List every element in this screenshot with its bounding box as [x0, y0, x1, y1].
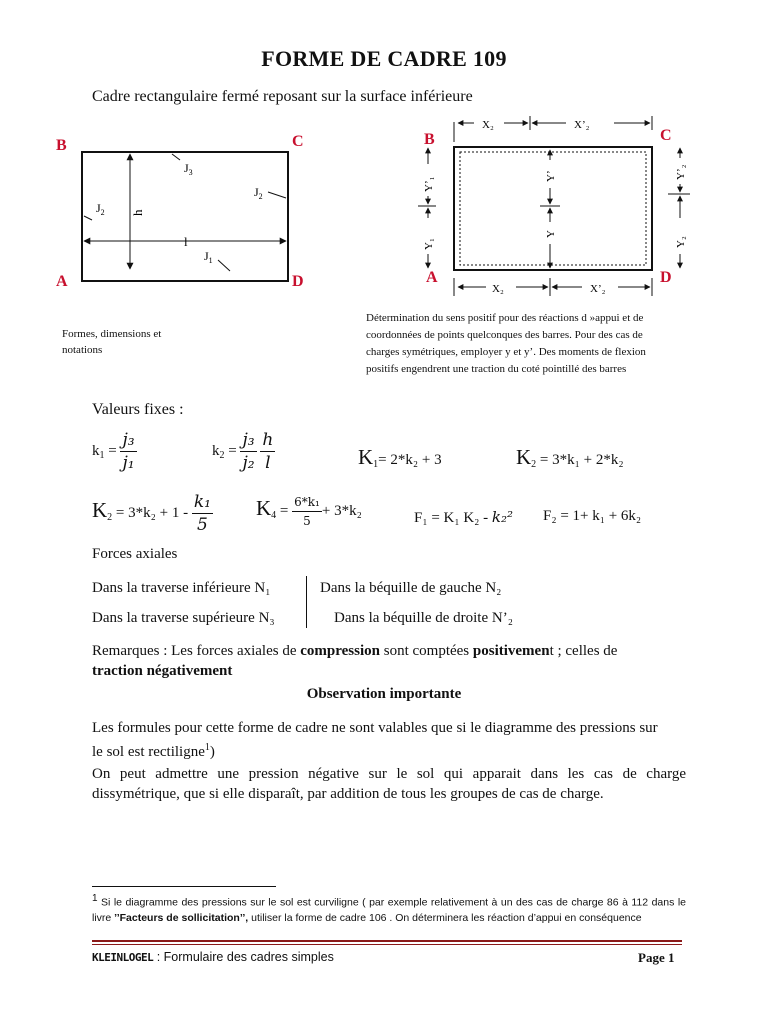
left-figure-caption: Formes, dimensions et notations: [62, 328, 162, 356]
label-y2: Y₂: [675, 236, 687, 248]
axial-upper-cross-member: Dans la traverse supérieure N₃: [92, 610, 275, 626]
corner-label-b-right: B: [424, 131, 435, 148]
corner-label-a-right: A: [426, 269, 438, 286]
label-h: h: [130, 209, 145, 216]
corner-label-c: C: [292, 133, 304, 150]
corner-label-c-right: C: [660, 127, 672, 144]
label-x2p-top: X’₂: [574, 119, 590, 131]
axial-left-leg: Dans la béquille de gauche N₂: [320, 580, 502, 596]
footer-rule-thin: [92, 944, 682, 945]
right-figure-caption: Détermination du sens positif pour des réactions d »appui et de coordonnées de points quelconques des barres. Pour des cas de charges symétriques, employer y et y’. Des moments de flexion positifs engendrent une traction du coté pointillé des barres: [366, 312, 646, 375]
formula-K1: $K_1= 2*k_2 + 3$: [358, 445, 442, 470]
frame-rectangle-dotted: [460, 152, 646, 265]
page-title: FORME DE CADRE 109: [261, 46, 507, 71]
frame-dimensions-figure: [50, 120, 330, 300]
label-j2-right: $J_2$: [254, 185, 263, 201]
label-x2-top: X₂: [482, 119, 494, 131]
footnote-separator: [92, 886, 276, 887]
observation-paragraph-2: On peut admettre une pression négative sur le sol qui apparait dans les cas de charge dissymétrique, que si elle disparaît, par addition de tous les groupes de cas de charge.: [92, 766, 686, 802]
label-yp: Y’: [545, 170, 557, 182]
footnote: $^1$ Si le diagramme des pressions sur le sol est curviligne ( par exemple relativement à un des cas de charge 86 à 112 dans le livre ’’Facteurs de sollicitation’’, utiliser la forme de cadre 106 . On déterminera les réaction d’appui en conséquence: [92, 893, 686, 924]
remark-paragraph: Remarques : Les forces axiales de compression sont comptées positivement ; celles de traction négativement: [92, 643, 618, 679]
label-j1: $J_1$: [204, 249, 213, 265]
label-y1p: Y’₁: [423, 176, 435, 192]
formula-k1: $k_1$ = $\frac{\text{j₃}}{\text{j₁}}$: [92, 430, 135, 473]
footer-rule-thick: [92, 940, 682, 942]
label-y2p: Y’₂: [675, 164, 687, 180]
observation-paragraph-1: Les formules pour cette forme de cadre ne sont valables que si le diagramme des pressions sur le sol est rectiligne$^1$): [92, 720, 658, 760]
label-y: Y: [545, 230, 557, 238]
column-divider: [306, 576, 307, 628]
formula-K2-b: $K_2 = 3*k_2 + 1$ - $\frac{\text{k₁}}{5}$: [92, 492, 211, 535]
label-j3: $J_3$: [184, 161, 193, 177]
corner-label-b: B: [56, 137, 67, 154]
label-y1: Y₁: [423, 238, 435, 250]
footer-document-title: KLEINLOGEL : Formulaire des cadres simples: [92, 950, 334, 964]
fixed-values-heading: Valeurs fixes :: [92, 401, 184, 418]
label-j2-left: $J_2$: [96, 201, 105, 217]
formula-F1: F₁ = K₁ K₂ - k₂²: [414, 508, 514, 526]
corner-label-d-right: D: [660, 269, 672, 286]
label-x2-bottom: X₂: [492, 283, 504, 295]
axial-lower-cross-member: Dans la traverse inférieure N₁: [92, 580, 271, 596]
axial-forces-heading: Forces axiales: [92, 546, 178, 562]
corner-label-a: A: [56, 273, 68, 290]
label-l: l: [184, 234, 188, 249]
label-x2p-bottom: X’₂: [590, 283, 606, 295]
axial-right-leg: Dans la béquille de droite N’₂: [334, 610, 513, 626]
formula-K2-a: $K_2 = 3*k_1 + 2*k_2$: [516, 445, 624, 470]
page-number: Page 1: [638, 950, 675, 965]
page-subtitle: Cadre rectangulaire fermé reposant sur la surface inférieure: [92, 88, 473, 105]
formula-K4: $K_4$ = $\frac{\text{6*k₁}}{5}$ + 3*k₂: [256, 495, 362, 528]
formula-F2: F₂ = 1+ k₁ + 6k₂: [543, 508, 642, 524]
frame-rectangle-outer: [454, 147, 652, 270]
formula-k2: $k_2$ = $\frac{\text{j₃}}{\text{j₂}}$ $\frac{h}{l}$: [212, 430, 274, 473]
corner-label-d: D: [292, 273, 304, 290]
observation-heading: Observation importante: [306, 686, 462, 702]
frame-sign-convention-figure: [400, 110, 690, 306]
